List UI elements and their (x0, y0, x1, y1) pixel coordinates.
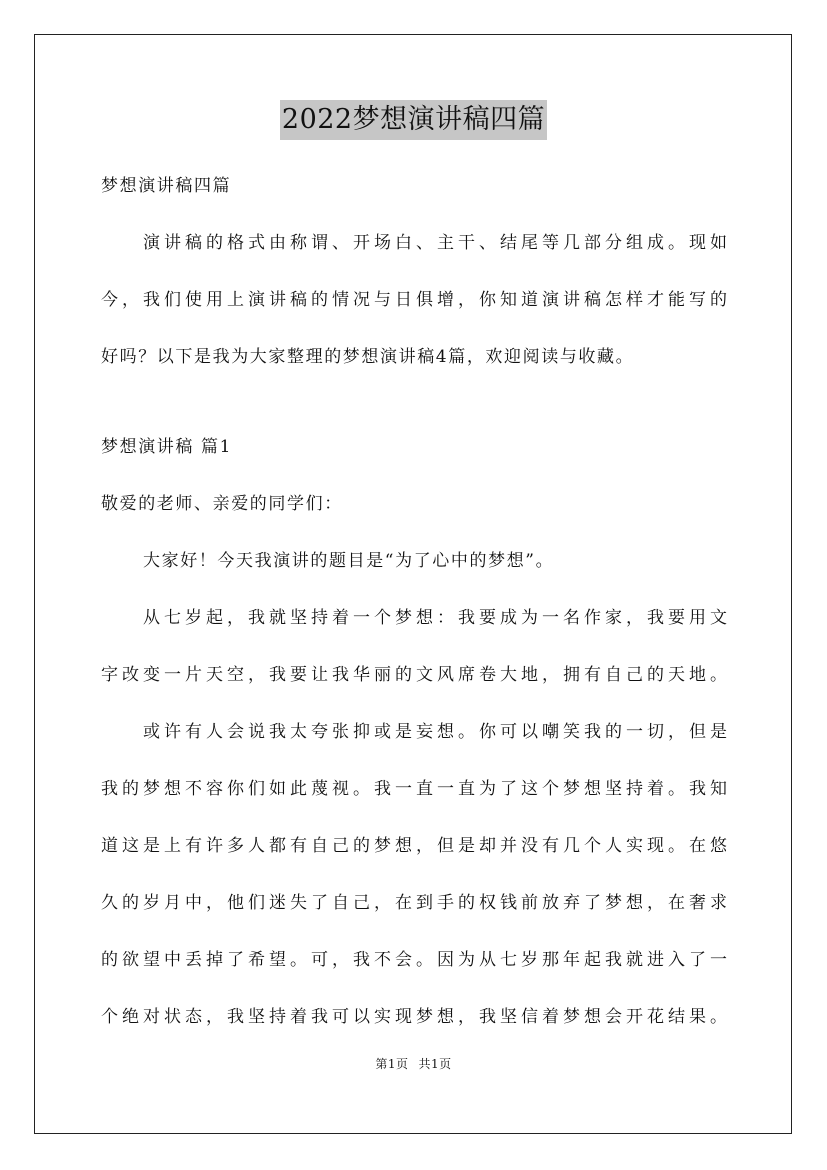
intro-line: 演讲稿的格式由称谓、开场白、主干、结尾等几部分组成。现如 (143, 233, 727, 253)
document-body (101, 172, 727, 1031)
paragraph-line: 道这是上有许多人都有自己的梦想，但是却并没有几个人实现。在悠 (101, 836, 727, 856)
paragraph-line: 或许有人会说我太夸张抑或是妄想。你可以嘲笑我的一切，但是 (143, 722, 727, 742)
page-footer (0, 1055, 827, 1072)
page-total: 共1页 (418, 1057, 452, 1071)
paragraph-line: 的欲望中丢掉了希望。可，我不会。因为从七岁那年起我就进入了一 (101, 950, 727, 970)
paragraph-line: 个绝对状态，我坚持着我可以实现梦想，我坚信着梦想会开花结果。 (101, 1007, 727, 1027)
page-number: 第1页 (375, 1057, 409, 1071)
paragraph-line: 从七岁起，我就坚持着一个梦想：我要成为一名作家，我要用文 (143, 608, 727, 628)
paragraph-line: 字改变一片天空，我要让我华丽的文风席卷大地，拥有自己的天地。 (101, 665, 727, 685)
intro-line: 好吗？以下是我为大家整理的梦想演讲稿4篇，欢迎阅读与收藏。 (101, 347, 635, 367)
intro-line: 今，我们使用上演讲稿的情况与日俱增，你知道演讲稿怎样才能写的 (101, 290, 727, 310)
salutation: 敬爱的老师、亲爱的同学们： (101, 494, 343, 514)
subtitle: 梦想演讲稿四篇 (101, 176, 232, 196)
document-title: 2022梦想演讲稿四篇 (280, 100, 547, 140)
paragraph-line: 我的梦想不容你们如此蔑视。我一直一直为了这个梦想坚持着。我知 (101, 779, 727, 799)
section-heading: 梦想演讲稿 篇1 (101, 437, 233, 457)
paragraph-line: 久的岁月中，他们迷失了自己，在到手的权钱前放弃了梦想，在奢求 (101, 893, 727, 913)
greeting: 大家好！今天我演讲的题目是“为了心中的梦想”。 (143, 551, 555, 571)
title-wrap (0, 100, 827, 140)
